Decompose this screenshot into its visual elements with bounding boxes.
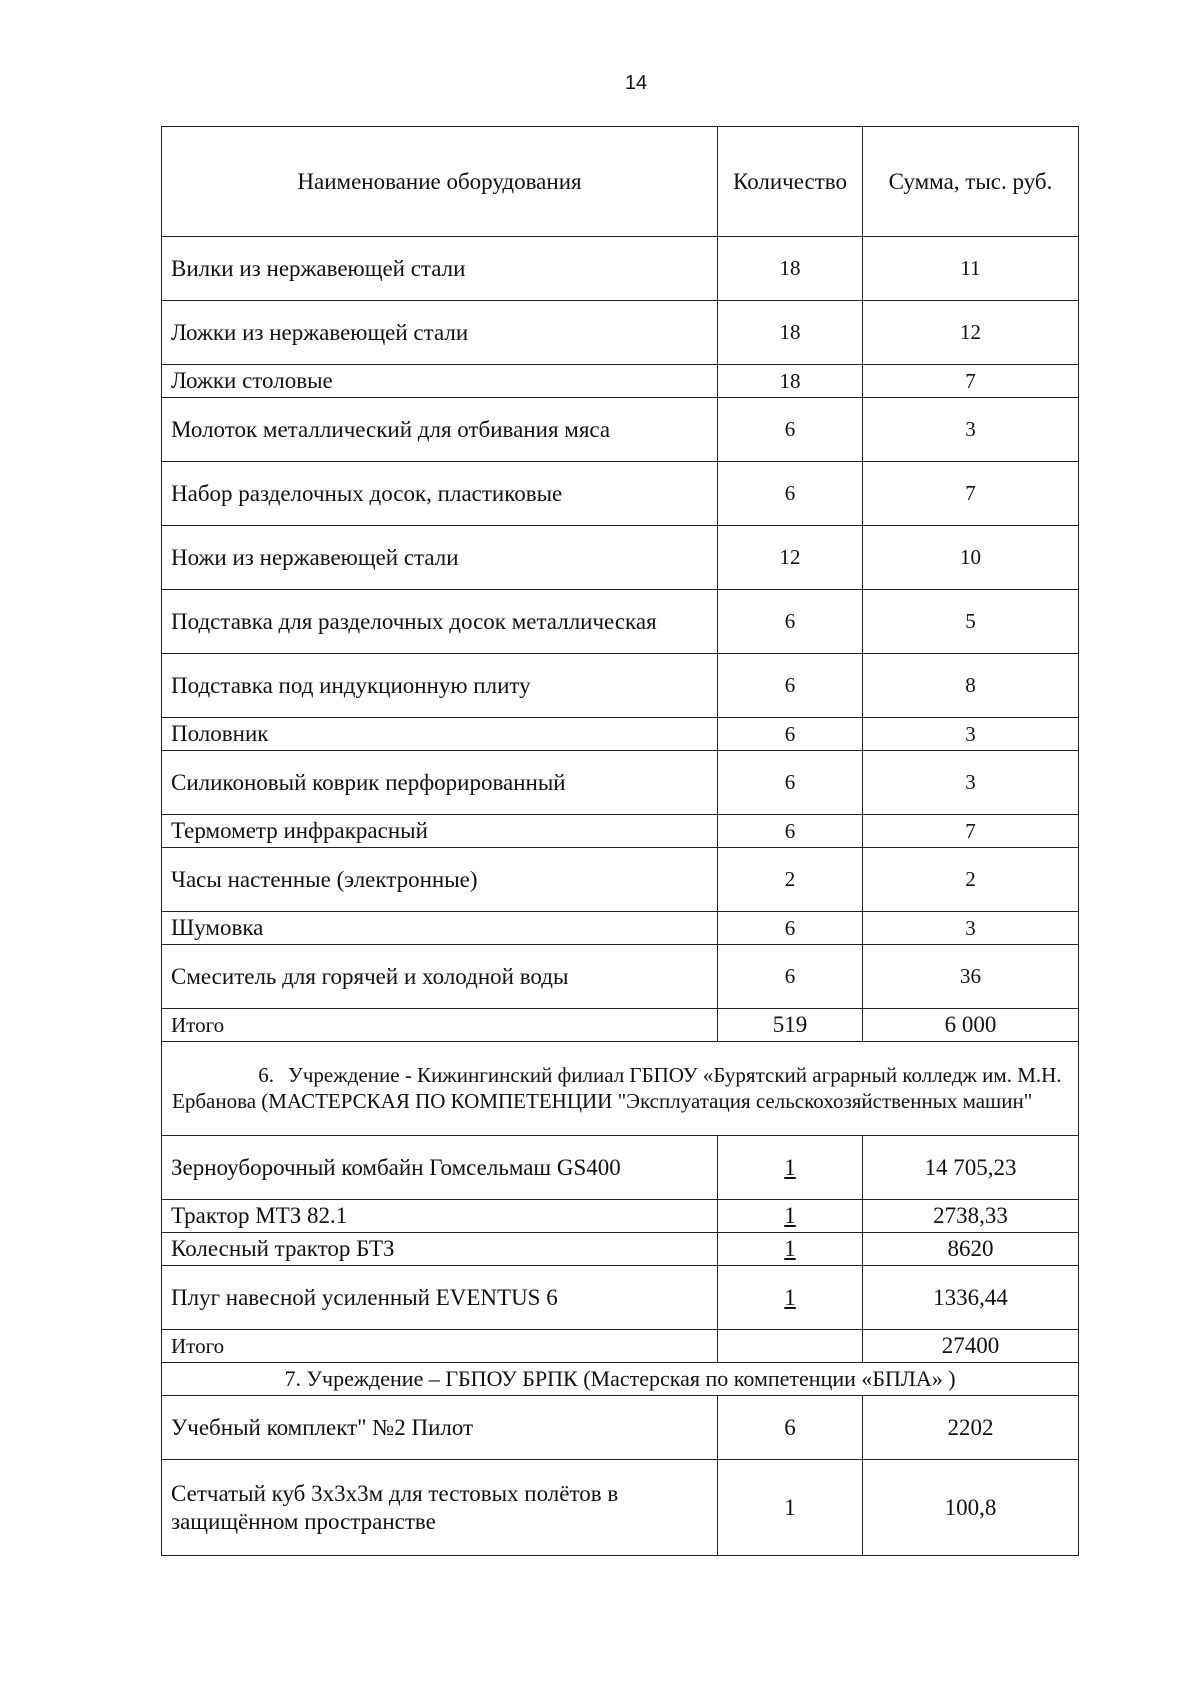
item-name: Вилки из нержавеющей стали (162, 237, 718, 301)
table-row (162, 1460, 1079, 1556)
item-name: Шумовка (162, 912, 718, 945)
item-qty: 6 (718, 398, 863, 462)
table-row (162, 398, 1079, 462)
item-name: Ножи из нержавеющей стали (162, 526, 718, 590)
item-sum: 7 (863, 815, 1079, 848)
item-sum: 3 (863, 751, 1079, 815)
item-qty: 6 (718, 1396, 863, 1460)
item-name: Колесный трактор БТЗ (162, 1233, 718, 1266)
item-qty: 6 (718, 462, 863, 526)
item-sum: 36 (863, 945, 1079, 1009)
total-label: Итого (162, 1009, 718, 1042)
item-sum: 7 (863, 462, 1079, 526)
table-row (162, 1396, 1079, 1460)
section-7-row (162, 1363, 1079, 1396)
item-qty: 6 (718, 590, 863, 654)
table-row (162, 751, 1079, 815)
item-sum: 12 (863, 301, 1079, 365)
header-name: Наименование оборудования (162, 127, 718, 237)
item-qty: 1 (784, 1203, 796, 1228)
table-row (162, 301, 1079, 365)
item-qty: 18 (718, 301, 863, 365)
table-row (162, 1200, 1079, 1233)
item-name: Сетчатый куб 3х3х3м для тестовых полётов в защищённом пространстве (162, 1460, 718, 1556)
item-sum: 1336,44 (863, 1266, 1079, 1330)
total-qty: 519 (718, 1009, 863, 1042)
header-qty: Количество (718, 127, 863, 237)
table-row (162, 1136, 1079, 1200)
item-qty: 1 (784, 1236, 796, 1261)
item-qty: 1 (718, 1460, 863, 1556)
item-sum: 100,8 (863, 1460, 1079, 1556)
item-name: Смеситель для горячей и холодной воды (162, 945, 718, 1009)
item-name: Ложки столовые (162, 365, 718, 398)
page-number: 14 (624, 72, 648, 94)
item-name: Часы настенные (электронные) (162, 848, 718, 912)
item-sum: 14 705,23 (863, 1136, 1079, 1200)
item-qty: 6 (718, 912, 863, 945)
item-qty: 18 (718, 237, 863, 301)
header-sum: Сумма, тыс. руб. (863, 127, 1079, 237)
table-row (162, 365, 1079, 398)
item-name: Ложки из нержавеющей стали (162, 301, 718, 365)
total-row (162, 1330, 1079, 1363)
item-name: Молоток металлический для отбивания мяса (162, 398, 718, 462)
table-row (162, 526, 1079, 590)
item-qty: 1 (784, 1154, 796, 1180)
total-label: Итого (162, 1330, 718, 1363)
item-qty: 2 (718, 848, 863, 912)
item-name: Половник (162, 718, 718, 751)
item-name: Силиконовый коврик перфорированный (162, 751, 718, 815)
item-sum: 3 (863, 398, 1079, 462)
item-qty: 6 (718, 751, 863, 815)
section-6-title: Учреждение - Кижингинский филиал ГБПОУ «Бурятский аграрный колледж им. М.Н. Ербанова (МАСТЕРСКАЯ ПО КОМПЕТЕНЦИИ "Эксплуатация сельскохозяйственных машин" (172, 1062, 1062, 1113)
item-qty: 12 (718, 526, 863, 590)
section-6-number: 6. (258, 1062, 274, 1087)
item-name: Термометр инфракрасный (162, 815, 718, 848)
item-qty: 6 (718, 945, 863, 1009)
item-sum: 2738,33 (863, 1200, 1079, 1233)
item-sum: 5 (863, 590, 1079, 654)
table-header-row (162, 127, 1079, 237)
table-row (162, 848, 1079, 912)
item-sum: 11 (863, 237, 1079, 301)
section-6-row (162, 1042, 1079, 1136)
total-row (162, 1009, 1079, 1042)
item-name: Набор разделочных досок, пластиковые (162, 462, 718, 526)
table-row (162, 718, 1079, 751)
item-qty: 1 (784, 1284, 796, 1310)
item-sum: 8 (863, 654, 1079, 718)
item-qty: 6 (718, 654, 863, 718)
table-row (162, 590, 1079, 654)
section-6-heading (162, 1042, 1079, 1136)
item-qty: 6 (718, 815, 863, 848)
table-row (162, 815, 1079, 848)
item-sum: 8620 (863, 1233, 1079, 1266)
table-row (162, 1233, 1079, 1266)
item-qty: 6 (718, 718, 863, 751)
item-sum: 2202 (863, 1396, 1079, 1460)
total-qty (718, 1330, 863, 1363)
section-7-heading: 7. Учреждение – ГБПОУ БРПК (Мастерская по компетенции «БПЛА» ) (162, 1363, 1079, 1396)
item-name: Учебный комплект" №2 Пилот (162, 1396, 718, 1460)
item-sum: 7 (863, 365, 1079, 398)
item-sum: 3 (863, 718, 1079, 751)
table-row (162, 237, 1079, 301)
item-name: Подставка для разделочных досок металлическая (162, 590, 718, 654)
item-name: Трактор МТЗ 82.1 (162, 1200, 718, 1233)
table-row (162, 945, 1079, 1009)
item-sum: 2 (863, 848, 1079, 912)
item-qty: 18 (718, 365, 863, 398)
total-sum: 27400 (863, 1330, 1079, 1363)
table-row (162, 654, 1079, 718)
item-name: Подставка под индукционную плиту (162, 654, 718, 718)
item-name: Плуг навесной усиленный EVENTUS 6 (162, 1266, 718, 1330)
table-row (162, 912, 1079, 945)
total-sum: 6 000 (863, 1009, 1079, 1042)
item-sum: 10 (863, 526, 1079, 590)
table-row (162, 462, 1079, 526)
item-sum: 3 (863, 912, 1079, 945)
table-row (162, 1266, 1079, 1330)
item-name: Зерноуборочный комбайн Гомсельмаш GS400 (162, 1136, 718, 1200)
equipment-table (161, 126, 1079, 1556)
